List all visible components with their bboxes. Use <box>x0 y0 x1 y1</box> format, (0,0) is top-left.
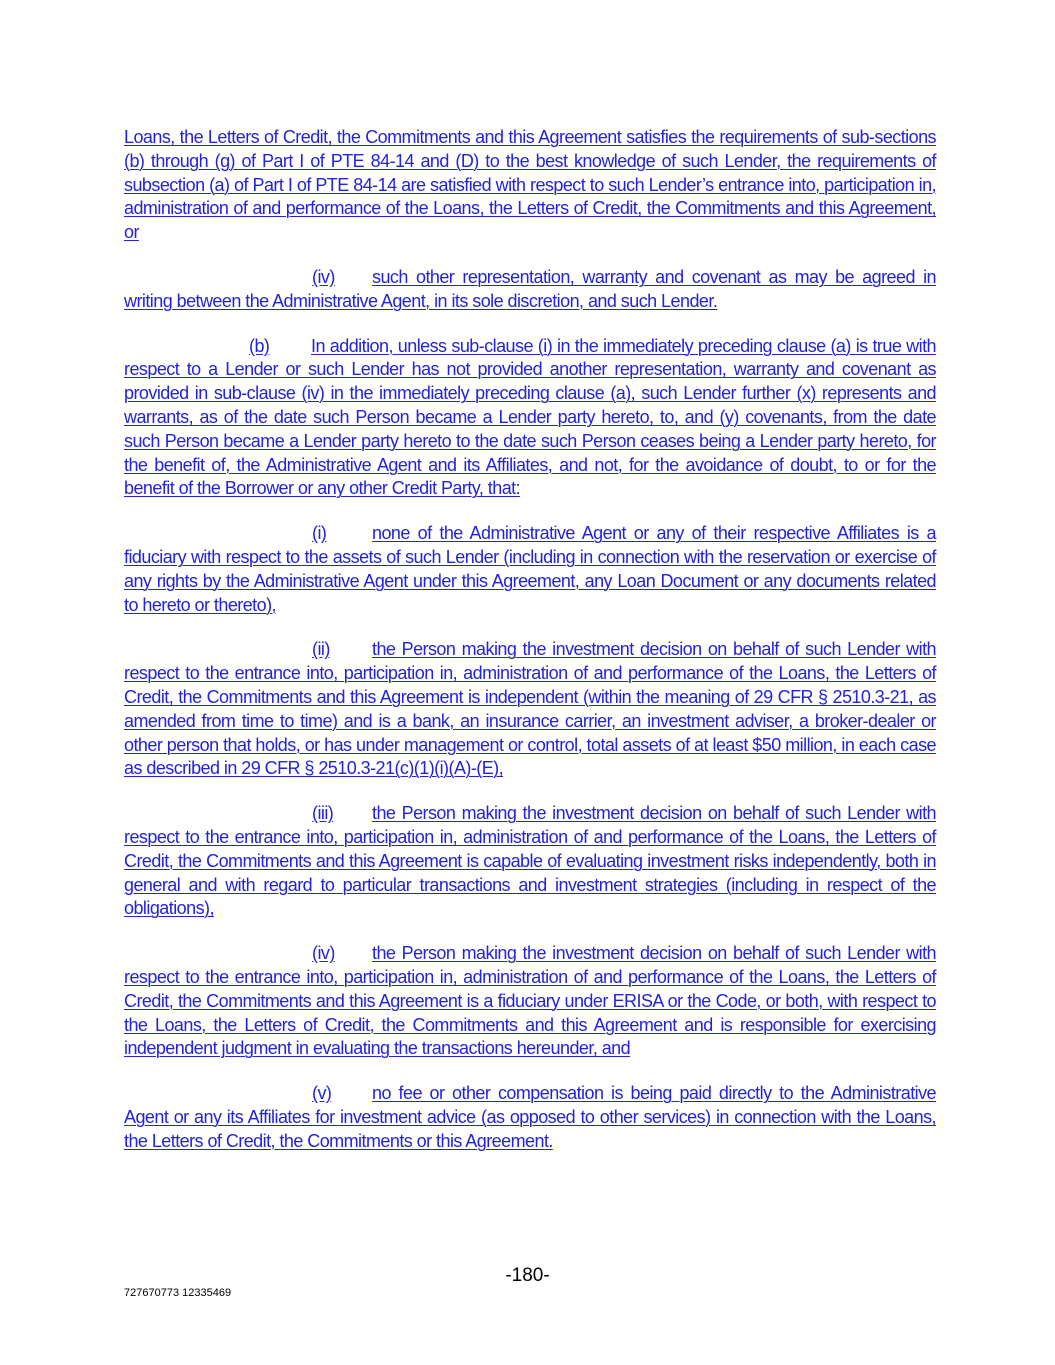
clause-marker: (i) <box>312 523 327 544</box>
clause-marker: (b) <box>249 335 270 356</box>
paragraph-text: none of the Administrative Agent or any of their respective Affiliates is a fiduciary with respect to the assets of such Lender (including in connection with the reservation or exercise of any rights by the Administrative Agent under this Agreement, any Loan Document or any documents related to hereto or thereto), <box>124 523 936 615</box>
paragraph-clause-b-iv <box>124 942 936 1061</box>
clause-marker: (iv) <box>312 266 335 287</box>
clause-marker: (ii) <box>312 639 330 660</box>
clause-marker: (v) <box>312 1083 332 1104</box>
clause-marker: (iv) <box>312 943 335 964</box>
paragraph-clause-b-i <box>124 522 936 617</box>
paragraph-text: the Person making the investment decision on behalf of such Lender with respect to the entrance into, participation in, administration of and performance of the Loans, the Letters of Credit, the Commitments and this Agreement is capable of evaluating investment risks independently, both in general and with regard to particular transactions and investment strategies (including in respect of the obligations), <box>124 803 936 919</box>
paragraph-continuation <box>124 126 936 245</box>
paragraph-text: In addition, unless sub-clause (i) in the immediately preceding clause (a) is true with respect to a Lender or such Lender has not provided another representation, warranty and covenant as provided in sub-clause (iv) in the immediately preceding clause (a), such Lender further (x) represents and warrants, as of the date such Person became a Lender party hereto, to, and (y) covenants, from the date such Person became a Lender party hereto to the date such Person ceases being a Lender party hereto, for the benefit of, the Administrative Agent and its Affiliates, and not, for the avoidance of doubt, to or for the benefit of the Borrower or any other Credit Party, that: <box>124 335 936 499</box>
paragraph-clause-b <box>124 335 936 502</box>
paragraph-text: such other representation, warranty and covenant as may be agreed in writing between the Administrative Agent, in its sole discretion, and such Lender. <box>124 266 936 311</box>
paragraph-text: the Person making the investment decision on behalf of such Lender with respect to the entrance into, participation in, administration of and performance of the Loans, the Letters of Credit, the Commitments and this Agreement is independent (within the meaning of 29 CFR § 2510.3-21, as amended from time to time) and is a bank, an insurance carrier, an investment adviser, a broker-dealer or other person that holds, or has under management or control, total assets of at least $50 million, in each case as described in 29 CFR § 2510.3-21(c)(1)(i)(A)-(E), <box>124 639 936 779</box>
paragraph-clause-a-iv <box>124 266 936 314</box>
paragraph-text: no fee or other compensation is being paid directly to the Administrative Agent or any its Affiliates for investment advice (as opposed to other services) in connection with the Loans, the Letters of Credit, the Commitments or this Agreement. <box>124 1083 936 1151</box>
paragraph-clause-b-iii <box>124 802 936 921</box>
paragraph-clause-b-v <box>124 1082 936 1153</box>
paragraph-clause-b-ii <box>124 638 936 781</box>
page-number: -180- <box>505 1265 550 1286</box>
document-id: 727670773 12335469 <box>124 1287 232 1299</box>
paragraph-text: the Person making the investment decision on behalf of such Lender with respect to the entrance into, participation in, administration of and performance of the Loans, the Letters of Credit, the Commitments and this Agreement is a fiduciary under ERISA or the Code, or both, with respect to the Loans, the Letters of Credit, the Commitments and this Agreement and is responsible for exercising independent judgment in evaluating the transactions hereunder, and <box>124 943 936 1059</box>
document-body <box>124 126 936 1174</box>
paragraph-text: Loans, the Letters of Credit, the Commitments and this Agreement satisfies the requirements of sub-sections (b) through (g) of Part I of PTE 84-14 and (D) to the best knowledge of such Lender, the requirements of subsection (a) of Part I of PTE 84-14 are satisfied with respect to such Lender’s entrance into, participation in, administration of and performance of the Loans, the Letters of Credit, the Commitments and this Agreement, or <box>124 127 936 243</box>
clause-marker: (iii) <box>312 803 334 824</box>
